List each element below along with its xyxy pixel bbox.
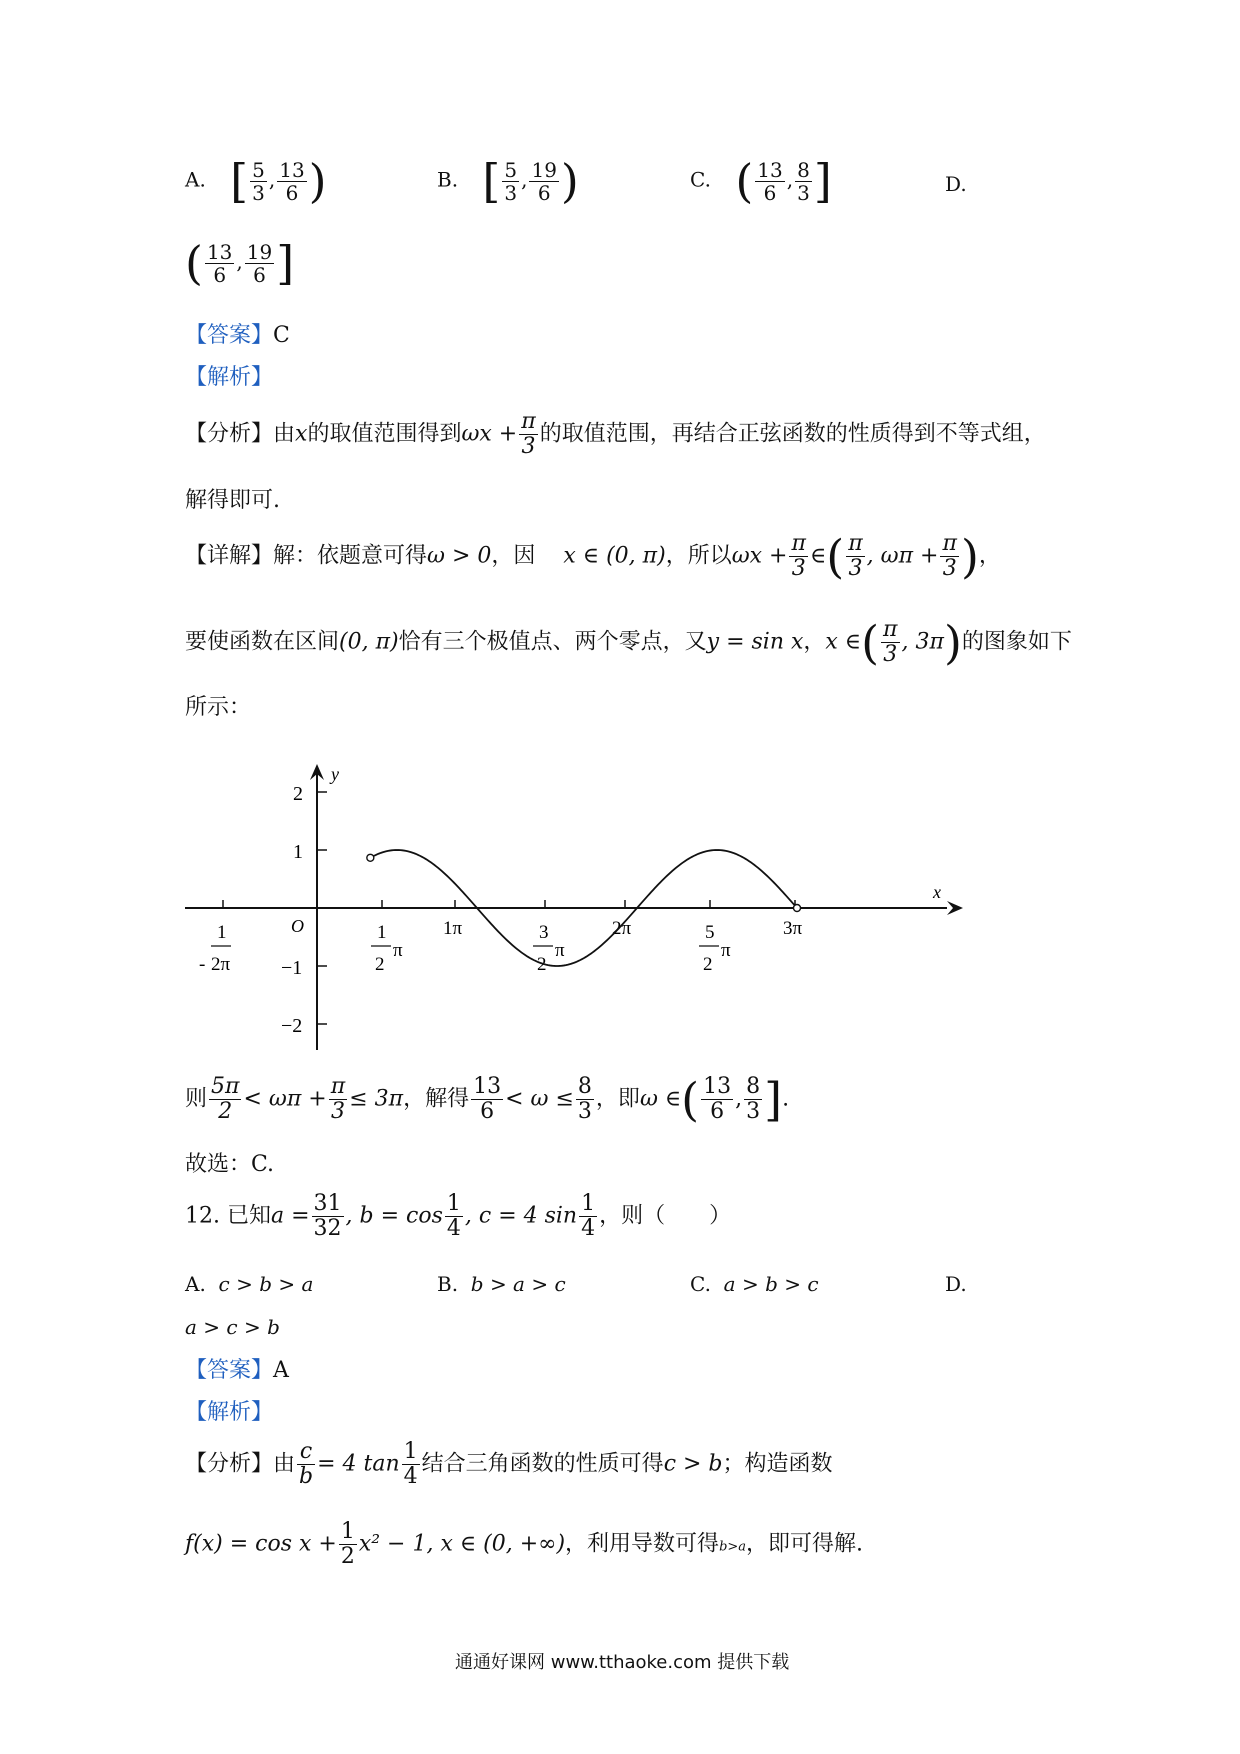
footer: 通通好课网 www.tthaoke.com 提供下载 — [455, 1652, 790, 1673]
option-text: a > b > c — [723, 1272, 819, 1296]
text: 的取值范围得到 — [307, 421, 462, 447]
x-tick-52-num: 5 — [705, 922, 715, 943]
math: ≤ 3π — [349, 1086, 404, 1112]
fraction: $\frac{31}{32}$ — [313, 1191, 342, 1242]
fenxi-tag: 【分析】 — [185, 421, 274, 447]
text: 则 — [185, 1086, 208, 1112]
q11-option-b: B. [ $\frac{5}{3}$ , $\frac{19}{6}$ ) — [437, 154, 579, 208]
answer-tag: 【答案】 — [185, 323, 274, 348]
q11-analysis-tag: 【解析】 — [185, 365, 274, 390]
q11-answer — [185, 318, 290, 349]
bracket: ( — [735, 154, 754, 208]
fraction: $\frac{13}{6}$ — [757, 157, 783, 205]
x-tick-32-den: 2 — [537, 954, 547, 975]
fraction: $\frac{\pi}{3}$ — [942, 531, 957, 582]
answer-tag: 【答案】 — [185, 1358, 274, 1383]
fraction: $\frac{13}{6}$ — [473, 1074, 502, 1125]
fraction: $\frac{5\pi}{2}$ — [211, 1074, 240, 1125]
option-label: C. — [690, 167, 711, 192]
q11-option-c: C. ( $\frac{13}{6}$ , $\frac{8}{3}$ ] — [690, 154, 832, 208]
x-tick-half-num: 1 — [377, 922, 387, 943]
fraction: $\frac{1}{4}$ — [581, 1191, 596, 1242]
text: 解：依题意可得 — [273, 543, 428, 569]
q11-pick: 故选：C. — [185, 1152, 275, 1177]
text: ，解得 — [403, 1086, 470, 1112]
q12-option-d — [185, 1315, 280, 1339]
x-tick-neg-half-num: 1 — [217, 922, 227, 943]
origin-label: O — [291, 916, 304, 936]
math: x ∈ (0, π) — [563, 543, 666, 569]
q11-option-a: A. [ $\frac{5}{3}$ , $\frac{13}{6}$ ) — [185, 154, 327, 208]
bracket: ] — [276, 236, 295, 290]
math: , b = cos — [345, 1203, 443, 1229]
fraction: $\frac{\pi}{3}$ — [330, 1074, 346, 1125]
option-label: B. — [437, 1272, 459, 1296]
q12-answer — [185, 1353, 289, 1384]
text: ， — [803, 629, 826, 655]
fraction: $\frac{13}{6}$ — [703, 1074, 732, 1125]
fraction: $\frac{8}{3}$ — [577, 1074, 592, 1125]
q11-fenxi-line — [185, 410, 1046, 459]
text: ，利用导数可得 — [565, 1531, 720, 1557]
bracket: [ — [230, 154, 249, 208]
text: ，即 — [595, 1086, 640, 1112]
option-text: c > b > a — [218, 1272, 314, 1296]
q12-option-c — [690, 1272, 819, 1296]
x-tick-half-den: 2 — [375, 954, 385, 975]
fraction: $\frac{5}{3}$ — [252, 157, 265, 205]
fenxi-tag: 【分析】 — [185, 1451, 274, 1477]
math: x — [295, 421, 308, 447]
x-tick-neg-sign: - — [199, 954, 206, 975]
q11-xiangjie-line: 【详解】解：依题意可得ω > 0，因 x ∈ (0, π)，所以ωx + $\frac{\pi}{3}$ ∈( $\frac{\pi}{3}$ , ωπ + $\frac{\pi}{3}$ )， — [185, 529, 1001, 584]
y-tick-neg1: −1 — [281, 957, 303, 979]
x-tick-32-pi: π — [555, 940, 565, 961]
math: < ωπ + — [243, 1086, 327, 1112]
option-label: A. — [185, 1272, 206, 1296]
option-text: b > a > c — [470, 1272, 566, 1296]
q12-option-b — [437, 1272, 566, 1296]
math: ωx + — [731, 543, 788, 569]
q11-option-d: ( $\frac{13}{6}$ , $\frac{19}{6}$ ] — [185, 236, 295, 290]
q11-line3: 所示： — [185, 695, 252, 720]
q11-then-line: 则 $\frac{5\pi}{2}$ < ωπ + $\frac{\pi}{3}$ ≤ 3π，解得 $\frac{13}{6}$ < ω ≤ $\frac{8}{3}$ ，即ω ∈( $\frac{13}{6}$ , $\frac{8}{3}$ ]. — [185, 1072, 790, 1127]
option-label: C. — [690, 1272, 711, 1296]
math: ωx + — [461, 421, 518, 447]
xiangjie-tag: 【详解】 — [185, 543, 274, 569]
x-tick-1pi: 1π — [443, 918, 463, 939]
x-tick-52-pi: π — [721, 940, 731, 961]
q11-option-d-label: D. — [945, 172, 967, 196]
math: x ∈ — [825, 629, 862, 655]
y-axis-label: y — [331, 764, 339, 784]
q12-analysis-tag: 【解析】 — [185, 1400, 274, 1425]
fraction: $\frac{\pi}{3}$ — [521, 409, 536, 460]
sine-graph — [185, 760, 975, 1060]
fraction: $\frac{19}{6}$ — [246, 239, 273, 287]
text: 结合三角函数的性质可得 — [421, 1451, 664, 1477]
math: a = — [270, 1203, 310, 1229]
x-tick-52-den: 2 — [703, 954, 713, 975]
bracket: ) — [308, 154, 327, 208]
open-endpoint-start — [367, 854, 374, 861]
fraction: $\frac{1}{2}$ — [340, 1519, 355, 1570]
text: ，因 — [491, 543, 536, 569]
q12-fenxi-line — [185, 1440, 833, 1489]
text: 要使函数在区间 — [185, 629, 340, 655]
bracket: ) — [560, 154, 579, 208]
x-tick-half-pi: π — [393, 940, 403, 961]
bracket: ] — [813, 154, 832, 208]
open-endpoint-end — [794, 905, 801, 912]
math: f(x) = cos x + — [185, 1531, 337, 1557]
fraction: $\frac{19}{6}$ — [531, 157, 557, 205]
text: 12. 已知 — [185, 1203, 271, 1229]
option-label: B. — [437, 167, 459, 192]
fraction: $\frac{\pi}{3}$ — [791, 531, 806, 582]
text: 由 — [273, 1451, 296, 1477]
fraction: $\frac{\pi}{3}$ — [848, 531, 863, 582]
x-axis-arrow — [947, 901, 963, 915]
math: ω > 0 — [427, 543, 492, 569]
fraction: $\frac{5}{3}$ — [504, 157, 518, 205]
y-tick-neg2: −2 — [281, 1015, 303, 1037]
y-tick-2: 2 — [293, 783, 303, 805]
option-text: a > c > b — [185, 1315, 280, 1339]
x-tick-32-num: 3 — [539, 922, 549, 943]
fraction: $\frac{1}{4}$ — [446, 1191, 461, 1242]
text: 恰有三个极值点、两个零点，又 — [398, 629, 707, 655]
math: , 3π — [901, 629, 944, 655]
text: ，即可得解. — [746, 1531, 864, 1557]
math-small: b>a — [719, 1539, 747, 1555]
fraction: $\frac{13}{6}$ — [279, 157, 305, 205]
math: , ωπ + — [866, 543, 939, 569]
text: ，则（ ） — [599, 1203, 732, 1229]
fraction: $\frac{c}{b}$ — [299, 1439, 314, 1490]
q11-line2: 要使函数在区间(0, π)恰有三个极值点、两个零点，又y = sin x，x ∈( $\frac{\pi}{3}$ , 3π)的图象如下 — [185, 615, 1072, 670]
math: (0, π) — [339, 629, 399, 655]
answer-value: A — [273, 1358, 289, 1383]
fraction: $\frac{13}{6}$ — [206, 239, 233, 287]
x-axis-label: x — [933, 882, 941, 902]
q12-stem — [185, 1192, 731, 1241]
fraction: $\frac{\pi}{3}$ — [883, 617, 898, 668]
x-tick-neg-half-den: 2π — [211, 954, 231, 975]
text: 由 — [273, 421, 296, 447]
text: 的图象如下 — [961, 629, 1072, 655]
text: ， — [978, 543, 1001, 569]
math: c > b — [663, 1451, 723, 1477]
math: , c = 4 sin — [464, 1203, 578, 1229]
math: ∈ — [809, 543, 827, 569]
x-tick-2pi: 2π — [612, 918, 632, 939]
math: = 4 tan — [317, 1451, 400, 1477]
y-tick-1: 1 — [293, 841, 303, 863]
option-label: A. — [185, 167, 206, 192]
q12-function-line — [185, 1520, 863, 1569]
answer-value: C — [273, 323, 290, 348]
fraction: $\frac{8}{3}$ — [797, 157, 810, 205]
q12-option-a — [185, 1272, 313, 1296]
math: < ω ≤ — [505, 1086, 574, 1112]
text: 的取值范围，再结合正弦函数的性质得到不等式组， — [539, 421, 1046, 447]
text: ；构造函数 — [722, 1451, 833, 1477]
q11-fenxi-line2: 解得即可. — [185, 488, 280, 513]
math: y = sin x — [706, 629, 804, 655]
math: ω ∈ — [639, 1086, 682, 1112]
fraction: $\frac{8}{3}$ — [746, 1074, 761, 1125]
math: x² − 1, x ∈ (0, +∞) — [358, 1531, 566, 1557]
q12-option-d-label: D. — [945, 1272, 967, 1296]
text: ，所以 — [665, 543, 732, 569]
bracket: [ — [482, 154, 501, 208]
x-tick-3pi: 3π — [783, 918, 803, 939]
bracket: ( — [185, 236, 203, 290]
fraction: $\frac{1}{4}$ — [403, 1439, 418, 1490]
